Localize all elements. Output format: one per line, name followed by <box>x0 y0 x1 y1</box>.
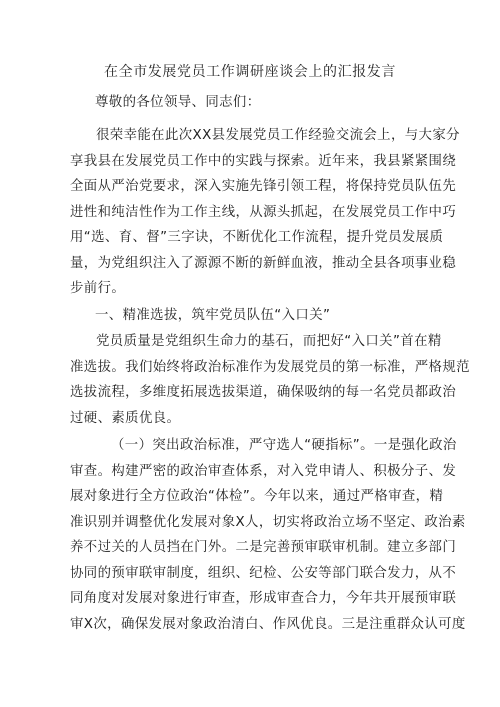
paragraph-line: 进性和纯洁性作为工作主线，从源头抓起，在发展党员工作中巧 <box>70 205 457 220</box>
paragraph-line: 过硬、素质优良。 <box>70 411 181 426</box>
paragraph-line: 同角度对发展对象进行审查，形成审查合力，今年共开展预审联 <box>70 591 457 606</box>
paragraph-line: 准识别并调整优化发展对象X人，切实将政治立场不坚定、政治素 <box>70 515 466 530</box>
paragraph-line: 协同的预审联审制度，组织、纪检、公安等部门联合发力，从不 <box>70 566 457 581</box>
document-title: 在全市发展党员工作调研座谈会上的汇报发言 <box>104 64 396 80</box>
paragraph-line: （一）突出政治标准，严守选人“硬指标”。一是强化政治 <box>111 438 457 453</box>
paragraph-line: 量，为党组织注入了源源不断的新鲜血液，推动全县各项事业稳 <box>70 256 457 271</box>
paragraph-line: 用“选、育、督”三字诀，不断优化工作流程，提升党员发展质 <box>70 230 444 245</box>
paragraph-line: 选拔流程，多维度拓展选拔渠道，确保吸纳的每一名党员都政治 <box>70 385 457 400</box>
paragraph-line: 很荣幸能在此次XX县发展党员工作经验交流会上，与大家分 <box>96 128 460 143</box>
section-heading: 一、精准选拔，筑牢党员队伍“入口关” <box>95 308 331 323</box>
paragraph-line: 审查。构建严密的政治审查体系，对入党申请人、积极分子、发 <box>70 464 457 479</box>
paragraph-line: 展对象进行全方位政治“体检”。今年以来，通过严格审查，精 <box>70 489 444 504</box>
salutation: 尊敬的各位领导、同志们： <box>95 95 261 110</box>
paragraph-line: 准选拔。我们始终将政治标准作为发展党员的第一标准，严格规范 <box>70 360 470 375</box>
paragraph-line: 全面从严治党要求，深入实施先锋引领工程，将保持党员队伍先 <box>70 179 457 194</box>
paragraph-line: 审X次，确保发展对象政治清白、作风优良。三是注重群众认可度 <box>70 617 466 632</box>
paragraph-line: 党员质量是党组织生命力的基石，而把好“入口关”首在精 <box>96 334 442 349</box>
paragraph-line: 步前行。 <box>70 281 126 296</box>
paragraph-line: 养不过关的人员挡在门外。二是完善预审联审机制。建立多部门 <box>70 540 457 555</box>
paragraph-line: 享我县在发展党员工作中的实践与探索。近年来，我县紧紧围绕 <box>70 154 457 169</box>
